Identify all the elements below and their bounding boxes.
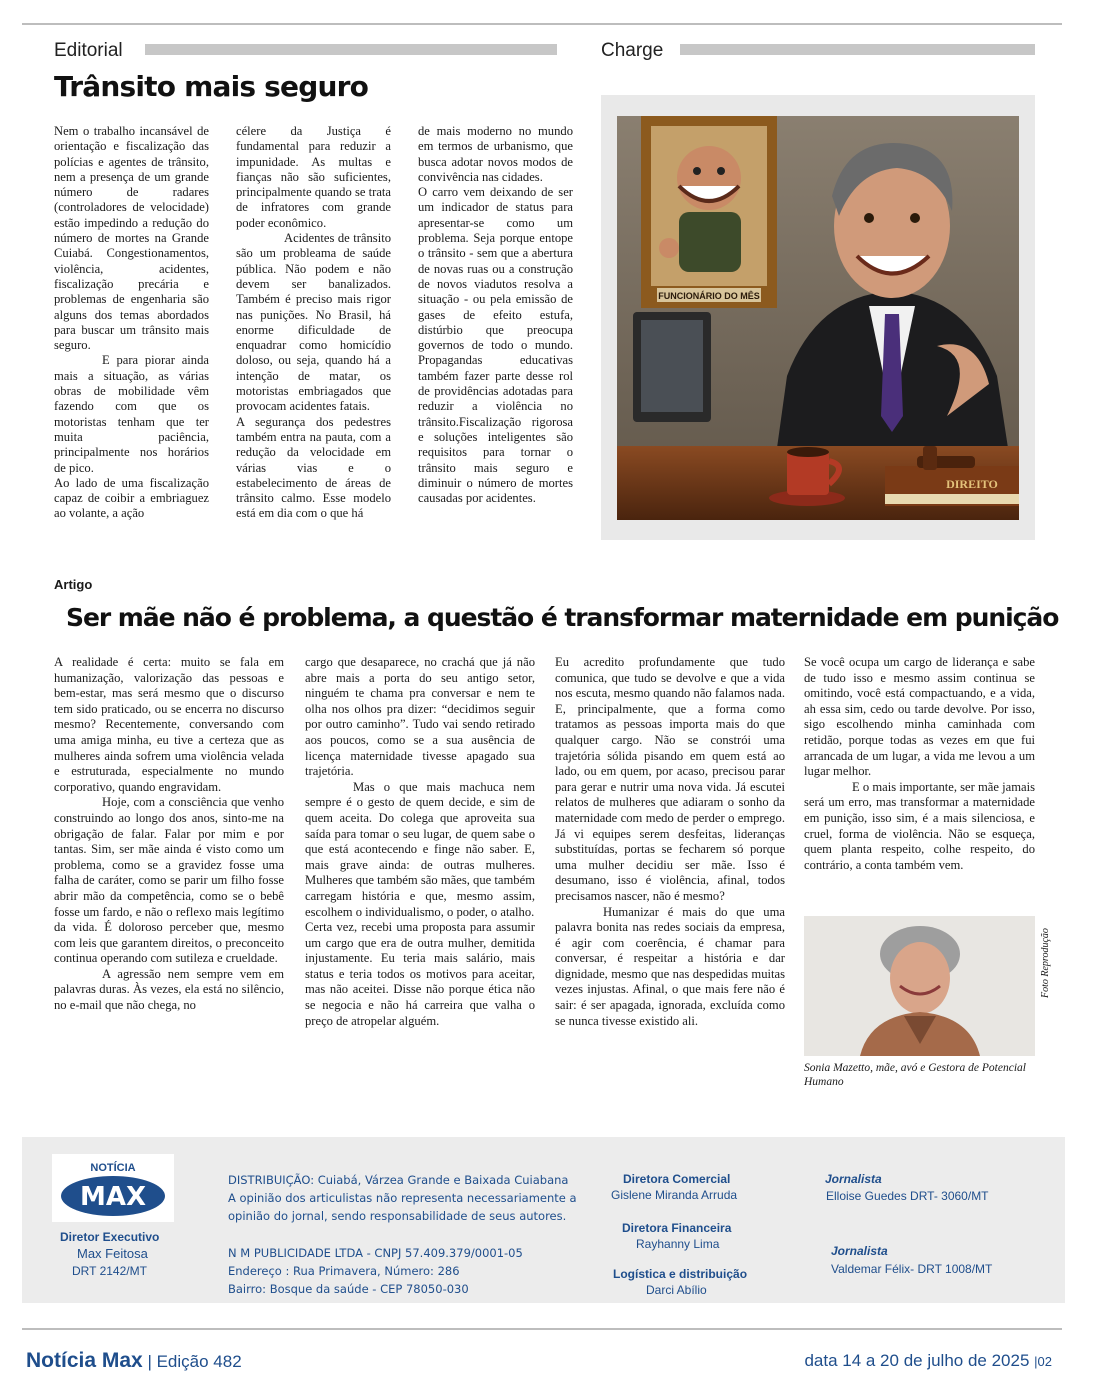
top-rule: [22, 23, 1062, 25]
diretora-financeira-label: Diretora Financeira: [622, 1221, 732, 1235]
diretora-comercial-name: Gislene Miranda Arruda: [611, 1188, 738, 1202]
paragraph: Eu acredito profundamente que tudo comunica, que tudo se devolve e que a vida nos escuta, mesmo quando não falamos nada. E, principalmente, que a forma como tratamos as pessoas importa mais do que qualquer cargo. Não se constrói uma trajetória sólida pisando em quem está ao lado, ou em quem, por acaso, precisou parar para gerar e nutrir uma nova vida. Já escutei relatos de mulheres que adiaram o sonho da maternidade com medo de perder o emprego. Já vi equipes serem desfeitas, lideranças substituídas, portas se fecharem só porque uma mulher decidiu ser mãe. Isso é desumano, isso é violência, afinal, todos precisamos nascer, não é mesmo?: [555, 655, 785, 903]
coffee-mug: [787, 451, 829, 495]
section-bar-editorial: [145, 44, 557, 55]
section-label-editorial: Editorial: [54, 40, 123, 61]
endereco: Endereço : Rua Primavera, Número: 286: [228, 1264, 460, 1278]
artigo-title: Ser mãe não é problema, a questão é transformar maternidade em punição: [66, 603, 1059, 632]
brand-name: Notícia Max: [26, 1349, 143, 1372]
author-photo: [804, 916, 1035, 1056]
paragraph: Certa vez, recebi uma proposta para assumir um cargo que era de outra mulher, demitida injustamente. Eu teria mais salário, mais status e teria todos os motivos para aceitar, mas não aceitei. Disse não porque ética não se negocia e não há carreira que valha o preço de atropelar alguém.: [305, 920, 535, 1028]
jornalista-name-1: Elloise Guedes DRT- 3060/MT: [826, 1189, 989, 1203]
editorial-column-2: [236, 124, 391, 522]
book-spine-text: DIREITO: [946, 477, 998, 491]
editorial-title: Trânsito mais seguro: [54, 70, 369, 103]
edition-date: data 14 a 20 de julho de 2025: [804, 1351, 1030, 1370]
paragraph: Acidentes de trânsito são um probleama de saúde pública. Não podem e não devem ser banalizados. Também é preciso mais rigor nas punições. No Brasil, há enorme dificuldade de enquadrar como homicídio doloso, ou seja, quando há a intenção de matar, os motoristas embriagados que provocam acidentes fatais.: [236, 231, 391, 414]
cartoon-illustration: [617, 116, 1019, 520]
artigo-column-1: [54, 655, 284, 1014]
author-portrait: [804, 916, 1035, 1056]
edition-number: | Edição 482: [147, 1352, 242, 1371]
page-number: |02: [1034, 1354, 1052, 1369]
paragraph: E para piorar ainda mais a situação, as várias obras de mobilidade vêm fazendo com que os motoristas tenham que ter muita paciência, principalmente nos horários de pico.: [54, 353, 209, 475]
paragraph: A agressão nem sempre vem em palavras duras. Às vezes, ela está no silêncio, no e-mail que não chega, no: [54, 966, 284, 1013]
editorial-column-1: [54, 124, 209, 522]
empresa-cnpj: N M PUBLICIDADE LTDA - CNPJ 57.409.379/0001-05: [228, 1246, 523, 1260]
jornalista-label-1: Jornalista: [825, 1172, 882, 1186]
editorial-column-3: [418, 124, 573, 506]
logo-graphic: [52, 1154, 174, 1222]
paragraph: Humanizar é mais do que uma palavra bonita nas redes sociais da empresa, é agir com coerência, é chamar para conversar, é respeitar a história e dar dignidade, mesmo que nas despedidas muitas vezes injustas. Afinal, o que mais fere não é sair: é ser apagada, ignorada, excluída como se nunca tivesse existido ali.: [555, 904, 785, 1028]
paragraph: Nem o trabalho incansável de orientação e fiscalização das polícias e agentes de trânsito, nem a presença de um grande número de radares (controladores de velocidade) estão impedindo a redução do número de mortes na Grande Cuiabá. Congestionamentos, violência, acidentes, fiscalização precária e problemas de engenharia são alguns dos temas abordados para buscar um trânsito mais seguro.: [54, 124, 209, 353]
artigo-column-3: [555, 655, 785, 1029]
logistica-name: Darci Abílio: [646, 1283, 707, 1297]
paragraph: A segurança dos pedestres também entra na pauta, com a redução da velocidade em várias vias e o estabelecimento de áreas de trânsito calmo. Esse modelo está em dia com o que há: [236, 414, 391, 521]
paragraph: E o mais importante, ser mãe jamais será um erro, mas transformar a maternidade em punição, isso sim, é a mais silenciosa, e cruel, forma de violência. Não se esqueça, quem planta respeito, colhe respeito, do contrário, a conta também vem.: [804, 779, 1035, 872]
distribuicao-text: DISTRIBUIÇÃO: Cuiabá, Várzea Grande e Baixada Cuiabana: [228, 1173, 569, 1187]
photo-caption: Sonia Mazetto, mãe, avó e Gestora de Potencial Humano: [804, 1062, 1026, 1088]
jornalista-name-2: Valdemar Félix- DRT 1008/MT: [831, 1262, 993, 1276]
diretora-comercial-label: Diretora Comercial: [623, 1172, 731, 1186]
bairro-cep: Bairro: Bosque da saúde - CEP 78050-030: [228, 1282, 469, 1296]
logo-main-text: MAX: [79, 1182, 147, 1212]
paragraph: O carro vem deixando de ser um indicador de status para apresentar-se como um problema. Seja porque entope o trânsito - sem que a abertura de novas ruas ou a construção de novos viadutos resolva a situação - ou pela emissão de gases de efeito estufa, distúrbio que preocupa governos de todo o mundo. Propagandas educativas também fazer parte desse rol de providências adotadas para reduzir a violência no trânsito.Fiscalização rigorosa e soluções inteligentes são requisitos para tornar o trânsito mais seguro e diminuir o número de mortes causadas por acidentes.: [418, 185, 573, 506]
diretor-executivo-name: Max Feitosa: [77, 1246, 148, 1261]
paragraph: célere da Justiça é fundamental para reduzir a impunidade. As multas e fianças não são suficientes, principalmente quando se trata de infratores com grande poder econômico.: [236, 124, 391, 230]
paragraph: Ao lado de uma fiscalização capaz de coibir a embriaguez ao volante, a ação: [54, 475, 209, 521]
section-bar-charge: [680, 44, 1035, 55]
logo-top-text: NOTÍCIA: [90, 1162, 136, 1174]
folio-right: [804, 1351, 1052, 1371]
noticia-max-logo: [52, 1154, 174, 1222]
paragraph: A realidade é certa: muito se fala em humanização, valorização das pessoas e bem-estar, mas será mesmo que o discurso tem sido praticado, ou se encerra no discurso mesmo? Recentemente, conversando com uma amiga minha, eu tive a certeza que as mulheres ainda sofrem uma violência velada e estruturada, especialmente no mundo corporativo, quando engravidam.: [54, 655, 284, 794]
diretora-financeira-name: Rayhanny Lima: [636, 1237, 720, 1251]
section-label-charge: Charge: [601, 40, 664, 61]
paragraph: de mais moderno no mundo em termos de urbanismo, que busca adotar novos modos de convivência nas cidades.: [418, 124, 573, 184]
opiniao-text-1: A opinião dos articulistas não representa necessariamente a: [228, 1191, 577, 1205]
diretor-executivo-label: Diretor Executivo: [60, 1230, 160, 1244]
paragraph: Hoje, com a consciência que venho construindo ao longo dos anos, sinto-me na obrigação de falar. Falar por mim e por tantas. Sim, ser mãe ainda é visto como um problema, como se a gravidez fosse uma falha de caráter, como se parir um filho fosse abrir mão da competência, como se o bebê fosse um fardo, e não o reflexo mais legítimo da vida. É doloroso perceber que, mesmo com leis que garantem direitos, o preconceito continua operando com sutileza e crueldade.: [54, 795, 284, 966]
bottom-rule: [22, 1328, 1062, 1330]
charge-cartoon-image: [617, 116, 1019, 520]
diretor-executivo-drt: DRT 2142/MT: [72, 1264, 147, 1278]
jornalista-label-2: Jornalista: [831, 1244, 888, 1258]
artigo-column-4: [804, 655, 1035, 873]
frame-caption: FUNCIONÁRIO DO MÊS: [658, 291, 760, 301]
opiniao-text-2: opinião do jornal, sendo responsabilidade de seus autores.: [228, 1209, 567, 1223]
section-label-artigo: Artigo: [54, 577, 93, 592]
paragraph: cargo que desaparece, no crachá que já não abre mais a porta do seu antigo setor, ninguém te chama pra conversar e nem te olha nos olhos pra dizer: “decidimos seguir por outro caminho”. Tudo vai sendo retirado aos poucos, como se a sua ausência de licença maternidade tivesse apagado sua trajetória.: [305, 655, 535, 779]
artigo-column-2: [305, 655, 535, 1029]
paragraph: Mas o que mais machuca nem sempre é o gesto de quem decide, e sim de quem aceita. Do colega que aproveita sua saída para tomar o seu lugar, de quem sabe o que está acontecendo e finge não saber. E, mais grave ainda: de outras mulheres. Mulheres que também são mães, que também carregam história e que, mesmo assim, escolhem o individualismo, o poder, o atalho.: [305, 779, 535, 919]
paragraph: Se você ocupa um cargo de liderança e sabe de tudo isso e mesmo assim continua se omitindo, você está compactuando, e a vida, ah essa sim, cedo ou tarde devolve. Por isso, sigo escolhendo minha caminhada com retidão, porque todas as vezes em que fui arrancada de um lugar, a vida me levou a um lugar melhor.: [804, 655, 1035, 779]
logistica-label: Logística e distribuição: [613, 1267, 748, 1281]
photo-credit: Foto Reprodução: [1040, 928, 1051, 998]
folio-left: [26, 1349, 242, 1373]
